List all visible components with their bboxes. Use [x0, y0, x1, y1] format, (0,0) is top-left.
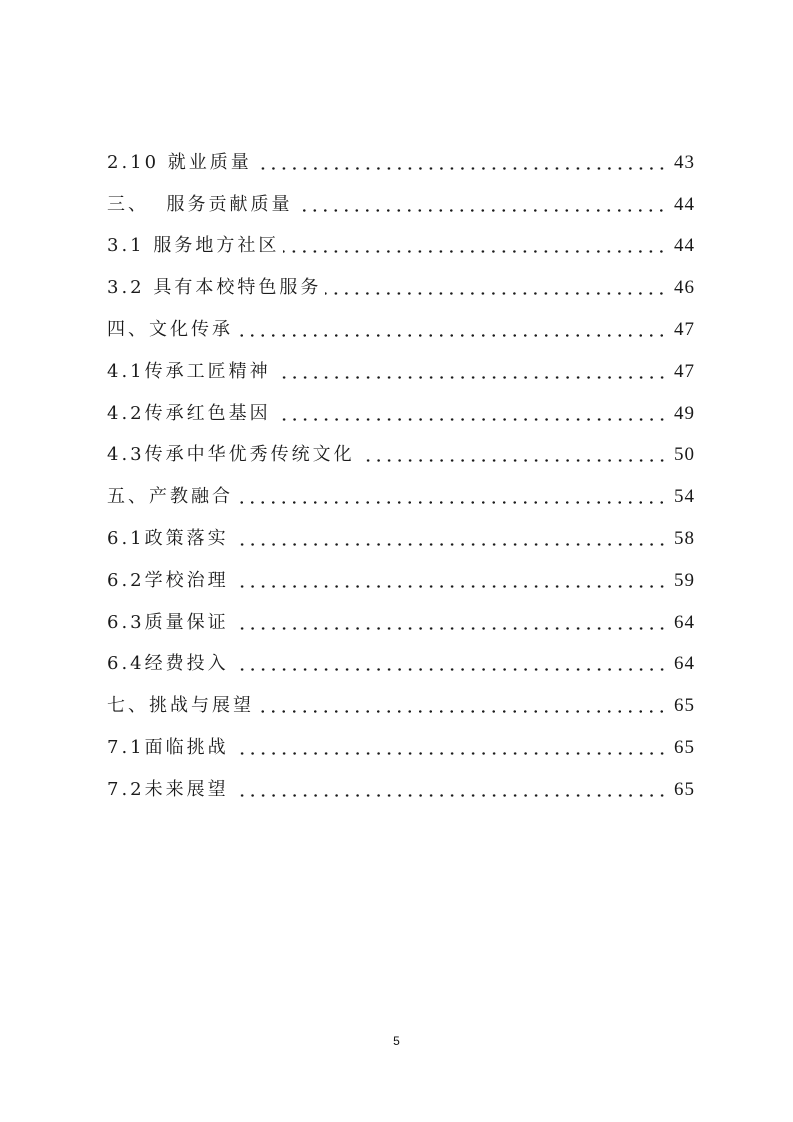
toc-entry[interactable] — [107, 140, 695, 182]
toc-entry[interactable] — [107, 600, 695, 642]
dot-leader — [296, 194, 667, 216]
toc-entry-page: 54 — [674, 486, 695, 508]
toc-entry-page: 47 — [674, 360, 695, 382]
toc-entry[interactable] — [107, 725, 695, 767]
toc-entry-page: 47 — [674, 318, 695, 340]
toc-entry[interactable] — [107, 307, 695, 349]
toc-entry[interactable] — [107, 683, 695, 725]
dot-leader — [256, 152, 667, 174]
toc-entry-title: 七、挑战与展望 — [107, 695, 254, 717]
toc-entry[interactable] — [107, 224, 695, 266]
toc-entry-page: 50 — [674, 444, 695, 466]
toc-entry[interactable] — [107, 349, 695, 391]
toc-entry-title: 四、文化传承 — [107, 318, 233, 340]
toc-entry-title: 三、 服务贡献质量 — [107, 193, 293, 215]
toc-entry-page: 46 — [674, 277, 695, 299]
toc-entry-page: 65 — [674, 778, 695, 800]
toc-entry-title: 五、产教融合 — [107, 486, 233, 508]
toc-entry[interactable] — [107, 516, 695, 558]
toc-entry[interactable] — [107, 391, 695, 433]
toc-entry-title: 2.10 就业质量 — [107, 151, 252, 173]
dot-leader — [233, 528, 667, 550]
dot-leader — [258, 695, 667, 717]
toc-entry-title: 7.1面临挑战 — [107, 736, 229, 758]
dot-leader — [275, 361, 667, 383]
dot-leader — [283, 235, 667, 257]
toc-entry-title: 3.1 服务地方社区 — [107, 235, 280, 257]
toc-entry-page: 59 — [674, 569, 695, 591]
toc-entry-title: 4.3传承中华优秀传统文化 — [107, 444, 355, 466]
toc-entry[interactable] — [107, 558, 695, 600]
toc-entry-title: 6.1政策落实 — [107, 527, 229, 549]
dot-leader — [237, 486, 667, 508]
toc-entry[interactable] — [107, 767, 695, 809]
toc-entry-page: 44 — [674, 235, 695, 257]
dot-leader — [233, 779, 667, 801]
toc-entry-title: 4.2传承红色基因 — [107, 402, 271, 424]
dot-leader — [237, 319, 667, 341]
toc-entry[interactable] — [107, 642, 695, 684]
toc-entry-page: 65 — [674, 695, 695, 717]
toc-entry-title: 7.2未来展望 — [107, 778, 229, 800]
dot-leader — [275, 403, 667, 425]
toc-entry-page: 43 — [674, 151, 695, 173]
toc-entry-page: 44 — [674, 193, 695, 215]
toc-entry-page: 65 — [674, 736, 695, 758]
toc-entry[interactable] — [107, 433, 695, 475]
dot-leader — [233, 653, 667, 675]
toc-entry[interactable] — [107, 265, 695, 307]
toc-entry[interactable] — [107, 474, 695, 516]
toc-entry-page: 64 — [674, 653, 695, 675]
toc-entry-title: 6.4经费投入 — [107, 653, 229, 675]
dot-leader — [325, 277, 667, 299]
toc-entry[interactable] — [107, 182, 695, 224]
toc-entry-page: 64 — [674, 611, 695, 633]
toc-entry-page: 58 — [674, 527, 695, 549]
dot-leader — [233, 570, 667, 592]
dot-leader — [233, 612, 667, 634]
dot-leader — [359, 444, 667, 466]
toc-entry-title: 6.3质量保证 — [107, 611, 229, 633]
dot-leader — [233, 737, 667, 759]
toc-entry-title: 3.2 具有本校特色服务 — [107, 277, 322, 299]
toc-entry-page: 49 — [674, 402, 695, 424]
toc-entry-title: 6.2学校治理 — [107, 569, 229, 591]
table-of-contents — [107, 140, 695, 809]
page-number: 5 — [393, 1034, 400, 1048]
toc-entry-title: 4.1传承工匠精神 — [107, 360, 271, 382]
